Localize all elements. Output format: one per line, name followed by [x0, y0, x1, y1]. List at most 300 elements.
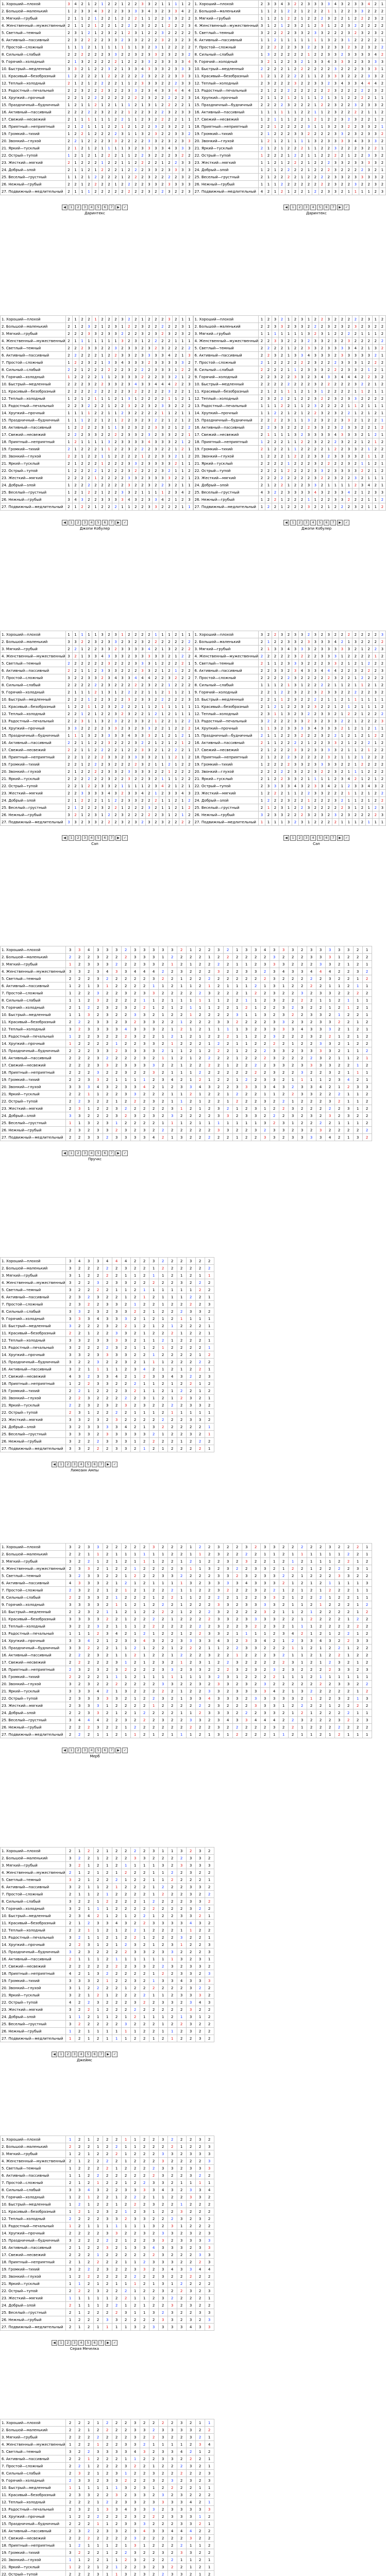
- rating-cell[interactable]: 2: [86, 138, 92, 145]
- rating-cell[interactable]: 3: [372, 101, 379, 109]
- rating-cell[interactable]: 2: [359, 15, 365, 22]
- rating-cell[interactable]: 1: [272, 732, 279, 739]
- rating-cell[interactable]: 3: [325, 352, 332, 359]
- rating-cell[interactable]: 2: [339, 402, 345, 410]
- rating-cell[interactable]: 1: [86, 188, 92, 195]
- rating-cell[interactable]: 3: [159, 431, 166, 438]
- rating-cell[interactable]: 3: [205, 1301, 214, 1308]
- rating-cell[interactable]: 2: [325, 489, 332, 496]
- rating-cell[interactable]: 3: [179, 65, 186, 73]
- rating-cell[interactable]: 3: [305, 638, 312, 646]
- rating-cell[interactable]: 2: [126, 453, 132, 460]
- rating-cell[interactable]: 4: [103, 968, 112, 975]
- rating-cell[interactable]: 1: [65, 1011, 75, 1019]
- rating-cell[interactable]: 3: [132, 345, 139, 352]
- rating-cell[interactable]: 2: [345, 718, 352, 725]
- rating-cell[interactable]: 1: [379, 352, 385, 359]
- rating-cell[interactable]: 3: [325, 374, 332, 381]
- rating-cell[interactable]: 2: [139, 775, 146, 783]
- rating-cell[interactable]: 2: [86, 94, 92, 101]
- rating-cell[interactable]: 2: [251, 1026, 260, 1033]
- rating-control-button[interactable]: 7: [330, 205, 336, 210]
- rating-cell[interactable]: 2: [205, 1416, 214, 1423]
- rating-cell[interactable]: 2: [72, 718, 79, 725]
- rating-cell[interactable]: 2: [158, 1258, 167, 1265]
- rating-cell[interactable]: 2: [362, 954, 372, 961]
- rating-cell[interactable]: 3: [372, 58, 379, 65]
- rating-cell[interactable]: 3: [318, 710, 325, 718]
- rating-cell[interactable]: 2: [362, 1127, 372, 1134]
- rating-cell[interactable]: 2: [130, 1279, 140, 1286]
- rating-cell[interactable]: 2: [119, 703, 126, 710]
- rating-cell[interactable]: 2: [153, 388, 159, 395]
- rating-cell[interactable]: 3: [379, 646, 385, 653]
- rating-cell[interactable]: 2: [92, 94, 99, 101]
- rating-cell[interactable]: 2: [159, 417, 166, 424]
- rating-cell[interactable]: 3: [146, 667, 153, 674]
- rating-cell[interactable]: 2: [177, 1323, 186, 1330]
- rating-cell[interactable]: 4: [372, 80, 379, 87]
- rating-cell[interactable]: 1: [312, 123, 318, 130]
- rating-cell[interactable]: 3: [146, 747, 153, 754]
- rating-cell[interactable]: 3: [312, 474, 318, 482]
- rating-cell[interactable]: 3: [132, 797, 139, 804]
- rating-cell[interactable]: 1: [305, 138, 312, 145]
- rating-cell[interactable]: 1: [84, 1409, 93, 1416]
- rating-control-button[interactable]: 3: [82, 520, 88, 526]
- rating-cell[interactable]: 3: [270, 1033, 279, 1040]
- rating-cell[interactable]: 1: [195, 1272, 205, 1279]
- rating-cell[interactable]: 2: [149, 1091, 158, 1098]
- rating-cell[interactable]: 3: [372, 174, 379, 181]
- rating-cell[interactable]: 2: [119, 775, 126, 783]
- rating-cell[interactable]: 1: [99, 323, 106, 330]
- rating-cell[interactable]: 2: [307, 1120, 316, 1127]
- rating-control-button[interactable]: 1: [69, 1150, 74, 1156]
- rating-cell[interactable]: 2: [126, 330, 132, 337]
- rating-cell[interactable]: 1: [119, 395, 126, 402]
- rating-cell[interactable]: 1: [106, 116, 112, 123]
- rating-cell[interactable]: 3: [75, 1416, 84, 1423]
- rating-cell[interactable]: 1: [139, 337, 146, 345]
- rating-cell[interactable]: 2: [325, 682, 332, 689]
- rating-cell[interactable]: 3: [242, 1112, 251, 1120]
- rating-cell[interactable]: 3: [167, 946, 177, 954]
- rating-cell[interactable]: 2: [339, 446, 345, 453]
- rating-cell[interactable]: 2: [365, 761, 372, 768]
- rating-cell[interactable]: 3: [332, 424, 339, 431]
- rating-cell[interactable]: 1: [65, 424, 72, 431]
- rating-cell[interactable]: 2: [344, 1011, 353, 1019]
- rating-cell[interactable]: 2: [72, 73, 79, 80]
- rating-cell[interactable]: 2: [140, 1004, 149, 1011]
- rating-cell[interactable]: 2: [179, 388, 186, 395]
- rating-cell[interactable]: 2: [195, 1127, 205, 1134]
- rating-cell[interactable]: 3: [332, 761, 339, 768]
- rating-cell[interactable]: 2: [272, 29, 279, 37]
- rating-cell[interactable]: 1: [65, 482, 72, 489]
- rating-cell[interactable]: 4: [179, 8, 186, 15]
- rating-cell[interactable]: 2: [86, 503, 92, 511]
- rating-cell[interactable]: 3: [140, 961, 149, 968]
- rating-cell[interactable]: 1: [359, 696, 365, 703]
- rating-cell[interactable]: 2: [179, 696, 186, 703]
- rating-cell[interactable]: 2: [279, 797, 286, 804]
- rating-control-button[interactable]: 7: [98, 1462, 104, 1467]
- rating-cell[interactable]: 3: [159, 87, 166, 94]
- rating-cell[interactable]: 2: [307, 1098, 316, 1105]
- rating-cell[interactable]: 1: [75, 1011, 84, 1019]
- rating-cell[interactable]: 3: [121, 1402, 130, 1409]
- rating-cell[interactable]: 2: [297, 961, 307, 968]
- rating-cell[interactable]: 2: [288, 997, 297, 1004]
- rating-cell[interactable]: 2: [298, 366, 305, 374]
- rating-cell[interactable]: 2: [379, 101, 385, 109]
- rating-cell[interactable]: 2: [119, 181, 126, 188]
- rating-cell[interactable]: 1: [186, 1076, 195, 1083]
- rating-cell[interactable]: 2: [325, 410, 332, 417]
- rating-cell[interactable]: 3: [106, 689, 112, 696]
- rating-cell[interactable]: 2: [279, 58, 286, 65]
- rating-cell[interactable]: 2: [298, 438, 305, 446]
- rating-cell[interactable]: 1: [72, 44, 79, 51]
- rating-cell[interactable]: 3: [106, 754, 112, 761]
- rating-cell[interactable]: 3: [146, 109, 153, 116]
- rating-cell[interactable]: 2: [106, 159, 112, 166]
- rating-cell[interactable]: 1: [292, 138, 298, 145]
- rating-cell[interactable]: 2: [305, 80, 312, 87]
- rating-cell[interactable]: 2: [92, 323, 99, 330]
- rating-cell[interactable]: 2: [372, 410, 379, 417]
- rating-cell[interactable]: 2: [146, 811, 153, 819]
- rating-cell[interactable]: 2: [159, 718, 166, 725]
- rating-cell[interactable]: 2: [130, 975, 140, 982]
- rating-cell[interactable]: 1: [297, 1076, 307, 1083]
- rating-cell[interactable]: 1: [158, 1445, 167, 1452]
- rating-cell[interactable]: 2: [259, 467, 265, 474]
- rating-cell[interactable]: 1: [292, 402, 298, 410]
- rating-cell[interactable]: 2: [99, 474, 106, 482]
- rating-cell[interactable]: 2: [65, 58, 72, 65]
- rating-control-button[interactable]: 5: [95, 205, 101, 210]
- rating-cell[interactable]: 2: [167, 1011, 177, 1019]
- rating-cell[interactable]: 2: [186, 1351, 195, 1359]
- rating-cell[interactable]: 3: [103, 1423, 112, 1431]
- rating-cell[interactable]: 1: [186, 1055, 195, 1062]
- rating-cell[interactable]: 2: [352, 653, 359, 660]
- rating-cell[interactable]: 3: [270, 982, 279, 990]
- rating-cell[interactable]: 3: [332, 410, 339, 417]
- rating-cell[interactable]: 1: [205, 1120, 214, 1127]
- rating-cell[interactable]: 3: [159, 402, 166, 410]
- rating-cell[interactable]: 2: [146, 22, 153, 29]
- rating-cell[interactable]: 2: [103, 1098, 112, 1105]
- rating-cell[interactable]: 2: [195, 1019, 205, 1026]
- rating-cell[interactable]: 2: [332, 388, 339, 395]
- rating-cell[interactable]: 3: [297, 968, 307, 975]
- rating-cell[interactable]: 2: [166, 174, 173, 181]
- rating-cell[interactable]: 2: [298, 159, 305, 166]
- rating-cell[interactable]: 2: [112, 1294, 121, 1301]
- rating-cell[interactable]: 2: [86, 109, 92, 116]
- rating-cell[interactable]: 2: [72, 739, 79, 747]
- rating-cell[interactable]: 1: [272, 739, 279, 747]
- rating-cell[interactable]: 2: [92, 109, 99, 116]
- rating-cell[interactable]: 2: [332, 732, 339, 739]
- rating-cell[interactable]: 1: [140, 1551, 149, 1558]
- rating-cell[interactable]: 1: [158, 1272, 167, 1279]
- rating-cell[interactable]: 1: [121, 1286, 130, 1294]
- rating-cell[interactable]: 2: [242, 1062, 251, 1069]
- rating-cell[interactable]: 1: [92, 710, 99, 718]
- rating-cell[interactable]: 1: [223, 1120, 232, 1127]
- rating-cell[interactable]: 2: [92, 388, 99, 395]
- rating-cell[interactable]: 2: [272, 174, 279, 181]
- rating-cell[interactable]: 2: [177, 1301, 186, 1308]
- rating-cell[interactable]: 3: [359, 8, 365, 15]
- rating-cell[interactable]: 2: [232, 1091, 242, 1098]
- rating-cell[interactable]: 1: [305, 73, 312, 80]
- rating-cell[interactable]: 2: [140, 1279, 149, 1286]
- rating-cell[interactable]: 3: [292, 674, 298, 682]
- rating-cell[interactable]: 2: [65, 1062, 75, 1069]
- rating-cell[interactable]: 2: [372, 44, 379, 51]
- rating-cell[interactable]: 2: [359, 424, 365, 431]
- rating-cell[interactable]: 2: [325, 152, 332, 159]
- rating-cell[interactable]: 2: [106, 1, 112, 8]
- rating-cell[interactable]: 3: [297, 1091, 307, 1098]
- rating-cell[interactable]: 2: [223, 1083, 232, 1091]
- rating-cell[interactable]: 3: [312, 783, 318, 790]
- rating-cell[interactable]: 2: [103, 975, 112, 982]
- rating-cell[interactable]: 2: [334, 1040, 344, 1047]
- rating-cell[interactable]: 2: [307, 975, 316, 982]
- rating-cell[interactable]: 2: [146, 123, 153, 130]
- rating-cell[interactable]: 3: [119, 438, 126, 446]
- rating-cell[interactable]: 1: [99, 689, 106, 696]
- rating-cell[interactable]: 2: [139, 474, 146, 482]
- rating-cell[interactable]: 2: [84, 1272, 93, 1279]
- rating-cell[interactable]: 2: [177, 1011, 186, 1019]
- rating-cell[interactable]: 1: [167, 1098, 177, 1105]
- rating-cell[interactable]: 2: [132, 482, 139, 489]
- rating-cell[interactable]: 2: [99, 402, 106, 410]
- rating-cell[interactable]: 2: [186, 638, 193, 646]
- rating-cell[interactable]: 3: [339, 323, 345, 330]
- rating-cell[interactable]: 2: [149, 1431, 158, 1438]
- rating-cell[interactable]: 1: [186, 732, 193, 739]
- rating-cell[interactable]: 4: [149, 1134, 158, 1141]
- rating-cell[interactable]: 2: [223, 1076, 232, 1083]
- rating-cell[interactable]: 2: [372, 631, 379, 638]
- rating-cell[interactable]: 3: [65, 1337, 75, 1344]
- rating-cell[interactable]: 2: [259, 783, 265, 790]
- rating-cell[interactable]: 3: [285, 638, 292, 646]
- rating-cell[interactable]: 2: [195, 1294, 205, 1301]
- rating-cell[interactable]: 1: [173, 366, 179, 374]
- rating-cell[interactable]: 1: [65, 467, 72, 474]
- rating-cell[interactable]: 2: [139, 739, 146, 747]
- rating-cell[interactable]: 1: [259, 316, 265, 323]
- rating-cell[interactable]: 2: [99, 761, 106, 768]
- rating-cell[interactable]: 2: [75, 1069, 84, 1076]
- rating-cell[interactable]: 3: [345, 467, 352, 474]
- rating-cell[interactable]: 2: [86, 682, 92, 689]
- rating-cell[interactable]: 3: [307, 1047, 316, 1055]
- rating-cell[interactable]: 2: [186, 330, 193, 337]
- rating-cell[interactable]: 2: [99, 330, 106, 337]
- rating-control-button[interactable]: ◀: [62, 1150, 68, 1156]
- rating-cell[interactable]: 2: [279, 402, 286, 410]
- rating-cell[interactable]: 2: [270, 1040, 279, 1047]
- rating-cell[interactable]: 2: [132, 775, 139, 783]
- rating-cell[interactable]: 2: [173, 474, 179, 482]
- rating-cell[interactable]: 1: [365, 402, 372, 410]
- rating-cell[interactable]: 1: [158, 954, 167, 961]
- rating-cell[interactable]: 1: [159, 797, 166, 804]
- rating-cell[interactable]: 3: [292, 768, 298, 775]
- rating-cell[interactable]: 1: [339, 94, 345, 101]
- rating-cell[interactable]: 3: [179, 145, 186, 152]
- rating-cell[interactable]: 2: [158, 1402, 167, 1409]
- rating-cell[interactable]: 2: [139, 374, 146, 381]
- rating-cell[interactable]: 3: [352, 352, 359, 359]
- rating-cell[interactable]: 2: [339, 747, 345, 754]
- rating-cell[interactable]: 3: [139, 1, 146, 8]
- rating-cell[interactable]: 2: [84, 997, 93, 1004]
- rating-cell[interactable]: 3: [186, 94, 193, 101]
- rating-cell[interactable]: 2: [167, 1431, 177, 1438]
- rating-cell[interactable]: 1: [339, 754, 345, 761]
- rating-cell[interactable]: 2: [379, 323, 385, 330]
- rating-cell[interactable]: 4: [93, 1315, 103, 1323]
- rating-cell[interactable]: 1: [177, 1294, 186, 1301]
- rating-cell[interactable]: 1: [79, 667, 86, 674]
- rating-cell[interactable]: 1: [353, 1047, 362, 1055]
- rating-cell[interactable]: 1: [86, 410, 92, 417]
- rating-cell[interactable]: 3: [279, 424, 286, 431]
- rating-cell[interactable]: 1: [149, 1337, 158, 1344]
- rating-cell[interactable]: 2: [139, 123, 146, 130]
- rating-cell[interactable]: 2: [92, 424, 99, 431]
- rating-cell[interactable]: 2: [173, 725, 179, 732]
- rating-cell[interactable]: 2: [72, 761, 79, 768]
- rating-cell[interactable]: 4: [292, 783, 298, 790]
- rating-cell[interactable]: 4: [139, 674, 146, 682]
- rating-cell[interactable]: 1: [365, 366, 372, 374]
- rating-cell[interactable]: 2: [121, 982, 130, 990]
- rating-cell[interactable]: 1: [153, 739, 159, 747]
- rating-cell[interactable]: 2: [72, 482, 79, 489]
- rating-cell[interactable]: 2: [173, 682, 179, 689]
- rating-cell[interactable]: 2: [242, 1105, 251, 1112]
- rating-cell[interactable]: 2: [334, 1069, 344, 1076]
- rating-control-button[interactable]: 7: [330, 520, 336, 526]
- rating-cell[interactable]: 2: [365, 359, 372, 366]
- rating-cell[interactable]: 3: [325, 1, 332, 8]
- rating-cell[interactable]: 2: [149, 1279, 158, 1286]
- rating-cell[interactable]: 3: [92, 819, 99, 826]
- rating-cell[interactable]: 2: [259, 674, 265, 682]
- rating-cell[interactable]: 4: [153, 381, 159, 388]
- rating-cell[interactable]: 1: [279, 503, 286, 511]
- rating-cell[interactable]: 1: [362, 961, 372, 968]
- rating-cell[interactable]: 3: [139, 359, 146, 366]
- rating-cell[interactable]: 3: [359, 58, 365, 65]
- rating-cell[interactable]: 1: [177, 1091, 186, 1098]
- rating-cell[interactable]: 1: [372, 819, 379, 826]
- rating-cell[interactable]: 3: [153, 181, 159, 188]
- rating-cell[interactable]: 2: [167, 1062, 177, 1069]
- rating-cell[interactable]: 1: [205, 1026, 214, 1033]
- rating-cell[interactable]: 2: [177, 961, 186, 968]
- rating-cell[interactable]: 3: [112, 1308, 121, 1315]
- rating-cell[interactable]: 2: [79, 660, 86, 667]
- rating-cell[interactable]: 2: [339, 424, 345, 431]
- rating-cell[interactable]: 3: [352, 783, 359, 790]
- rating-cell[interactable]: 2: [285, 15, 292, 22]
- rating-cell[interactable]: 1: [186, 323, 193, 330]
- rating-cell[interactable]: 1: [72, 460, 79, 467]
- rating-cell[interactable]: 2: [260, 1055, 270, 1062]
- rating-cell[interactable]: 2: [72, 388, 79, 395]
- rating-cell[interactable]: 3: [132, 653, 139, 660]
- rating-cell[interactable]: 3: [332, 474, 339, 482]
- rating-cell[interactable]: 3: [332, 159, 339, 166]
- rating-cell[interactable]: 2: [379, 783, 385, 790]
- rating-cell[interactable]: 2: [214, 954, 223, 961]
- rating-cell[interactable]: 2: [132, 58, 139, 65]
- rating-cell[interactable]: 3: [126, 37, 132, 44]
- rating-cell[interactable]: 2: [379, 660, 385, 667]
- rating-cell[interactable]: 2: [265, 138, 272, 145]
- rating-cell[interactable]: 3: [126, 410, 132, 417]
- rating-cell[interactable]: 3: [270, 1127, 279, 1134]
- rating-cell[interactable]: 2: [298, 775, 305, 783]
- rating-cell[interactable]: 1: [205, 1366, 214, 1373]
- rating-cell[interactable]: 1: [298, 8, 305, 15]
- rating-cell[interactable]: 2: [173, 417, 179, 424]
- rating-cell[interactable]: 2: [379, 73, 385, 80]
- rating-cell[interactable]: 2: [186, 29, 193, 37]
- rating-cell[interactable]: 3: [312, 631, 318, 638]
- rating-cell[interactable]: 3: [372, 130, 379, 138]
- rating-cell[interactable]: 3: [153, 8, 159, 15]
- rating-cell[interactable]: 3: [292, 29, 298, 37]
- rating-cell[interactable]: 2: [339, 696, 345, 703]
- rating-cell[interactable]: 3: [365, 58, 372, 65]
- rating-cell[interactable]: 3: [146, 174, 153, 181]
- rating-cell[interactable]: 2: [365, 181, 372, 188]
- rating-cell[interactable]: 3: [93, 1127, 103, 1134]
- rating-cell[interactable]: 2: [79, 330, 86, 337]
- rating-cell[interactable]: 2: [173, 797, 179, 804]
- rating-cell[interactable]: 3: [365, 130, 372, 138]
- rating-cell[interactable]: 1: [265, 22, 272, 29]
- rating-cell[interactable]: 3: [279, 1047, 288, 1055]
- rating-cell[interactable]: 2: [106, 181, 112, 188]
- rating-cell[interactable]: 2: [352, 37, 359, 44]
- rating-cell[interactable]: 2: [121, 1098, 130, 1105]
- rating-cell[interactable]: 3: [121, 1351, 130, 1359]
- rating-cell[interactable]: 3: [99, 496, 106, 503]
- rating-cell[interactable]: 2: [132, 761, 139, 768]
- rating-cell[interactable]: 2: [153, 402, 159, 410]
- rating-cell[interactable]: 1: [259, 496, 265, 503]
- rating-cell[interactable]: 3: [325, 1040, 334, 1047]
- rating-cell[interactable]: 3: [146, 482, 153, 489]
- rating-cell[interactable]: 2: [112, 1380, 121, 1387]
